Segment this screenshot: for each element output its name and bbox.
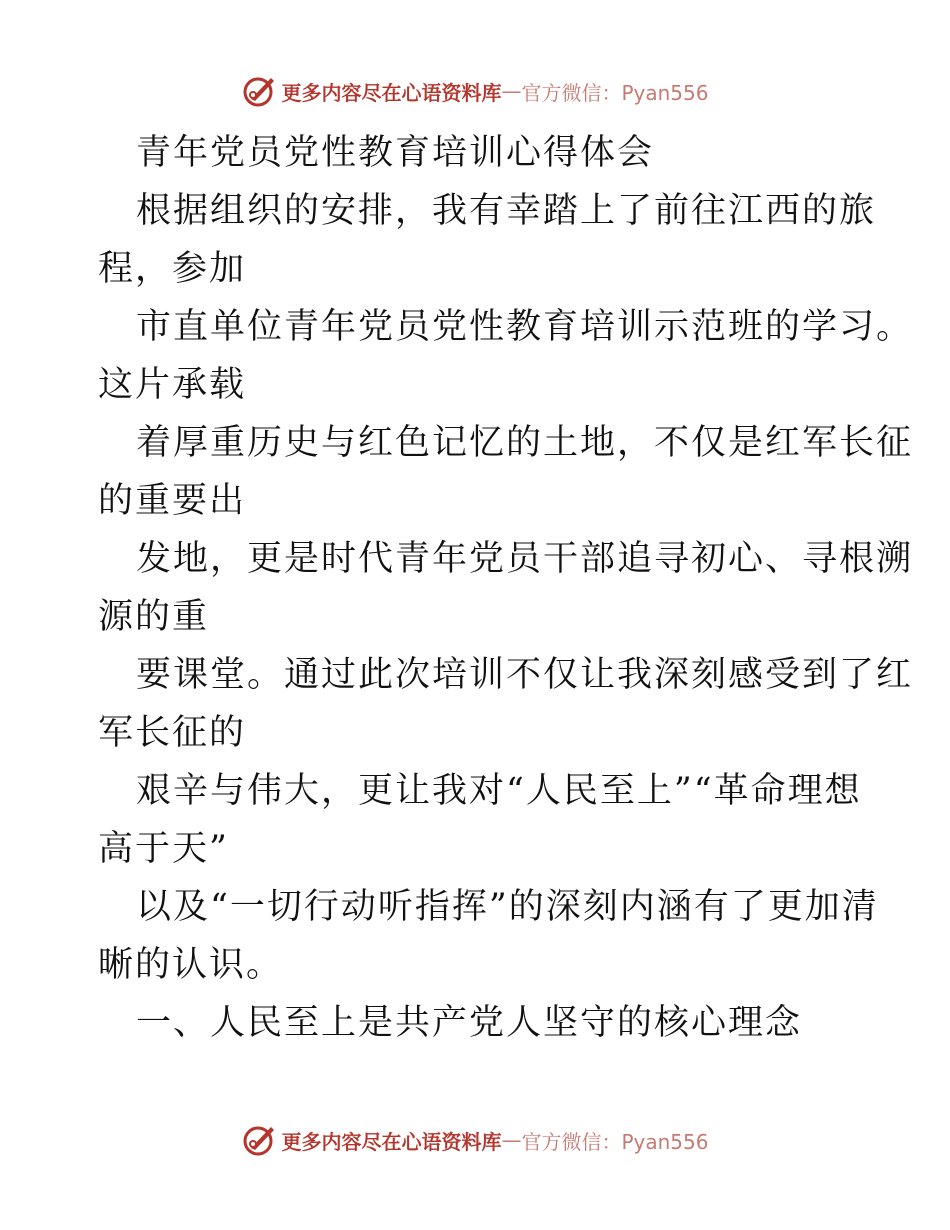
quill-logo-icon <box>241 73 277 109</box>
paragraph-line: 着厚重历史与红色记忆的土地，不仅是红军长征 <box>136 423 914 463</box>
paragraph-line: 晰的认识。 <box>98 945 284 985</box>
paragraph-line: 程，参加 <box>98 249 247 289</box>
paragraph-line: 这片承载 <box>98 365 247 405</box>
watermark-header <box>0 71 950 111</box>
watermark-dash: — <box>501 79 522 103</box>
watermark-main-text: 更多内容尽在心语资料库 <box>281 1129 502 1154</box>
paragraph-line: 源的重 <box>98 597 210 637</box>
paragraph-line: 根据组织的安排，我有幸踏上了前往江西的旅 <box>136 191 877 231</box>
paragraph-line: 艰辛与伟大，更让我对“人民至上”“革命理想 <box>136 771 862 811</box>
paragraph-line: 发地，更是时代青年党员干部追寻初心、寻根溯 <box>136 539 914 579</box>
paragraph-line: 市直单位青年党员党性教育培训示范班的学习。 <box>136 307 914 347</box>
watermark-dash: — <box>501 1128 522 1152</box>
paragraph-line: 要课堂。通过此次培训不仅让我深刻感受到了红 <box>136 655 914 695</box>
document-body <box>98 124 914 1052</box>
watermark-main-text: 更多内容尽在心语资料库 <box>281 80 502 105</box>
section-heading: 一、人民至上是共产党人坚守的核心理念 <box>136 1003 803 1043</box>
watermark-footer <box>0 1120 950 1160</box>
watermark-account: 官方微信：Pyan556 <box>521 1129 709 1154</box>
paragraph-line: 高于天” <box>98 829 229 869</box>
paragraph-line: 军长征的 <box>98 713 247 753</box>
paragraph-line: 以及“一切行动听指挥”的深刻内涵有了更加清 <box>136 887 879 927</box>
paragraph-line: 的重要出 <box>98 481 247 521</box>
quill-logo-icon <box>241 1122 277 1158</box>
watermark-account: 官方微信：Pyan556 <box>521 80 709 105</box>
document-title: 青年党员党性教育培训心得体会 <box>136 133 655 173</box>
